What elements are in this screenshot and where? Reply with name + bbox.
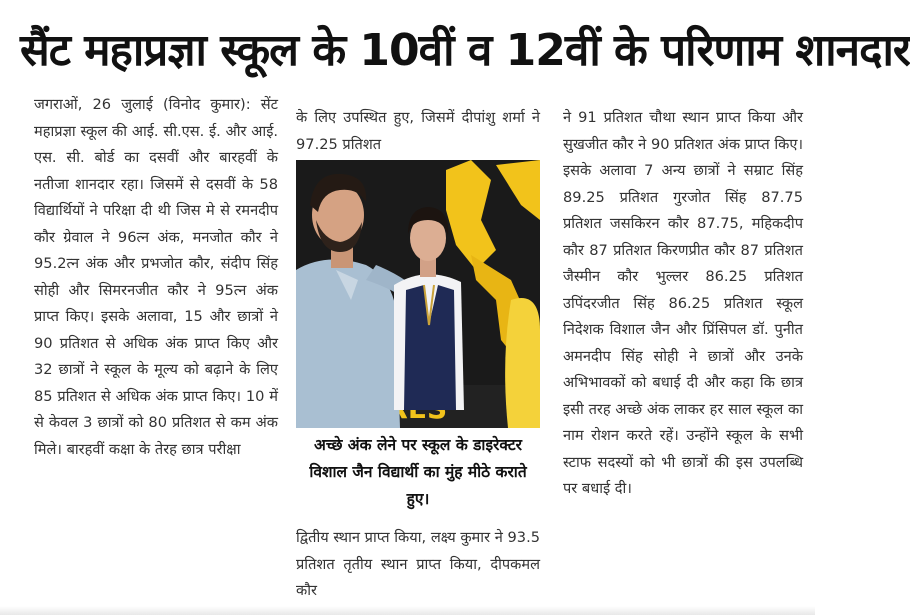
article-column-2-bottom: द्वितीय स्थान प्राप्त किया, लक्ष्य कुमार ने 93.5 प्रतिशत तृतीय स्थान प्राप्त किया, दीपकमल कौर [296,529,540,599]
article-column-1: जगराओं, 26 जुलाई (विनोद कुमार): सेंट महाप्रज्ञा स्कूल की आई. सी.एस. ई. और आई. एस. सी. बोर्ड का दसवीं और बारहवीं के नतीजा शानदार रहा। जिसमें से दसवीं के 58 विद्यार्थियों ने परिक्षा दी थी जिस मे से रमनदीप कौर ग्रेवाल ने 96त्न अंक, मनजोत कौर ने 95.2त्न अंक और प्रभजोत कौर, संदीप सिंह सोही और सिमरनजीत कौर ने 95त्न अंक प्राप्त किए। इसके अलावा, 15 और छात्रों ने 90 प्रतिशत से अधिक अंक प्राप्त किए और 32 छात्रों ने स्कूल के मूल्य को बढ़ाने के लिए 85 प्रतिशत से अधिक अंक प्राप्त किए। 10 में से केवल 3 छात्रों को 80 प्रतिशत से कम अंक मिले। बारहवीं कक्षा के तेरह छात्र परीक्षा [34,96,278,458]
page-bottom-edge [0,606,815,615]
article-photo [296,160,540,428]
photo-caption: अच्छे अंक लेने पर स्कूल के डाइरेक्टर विशाल जैन विद्यार्थी का मुंह मीठे कराते हुए। [309,436,527,508]
photo-illustration [296,160,540,428]
article-column-2-top: के लिए उपस्थित हुए, जिसमें दीपांशु शर्मा ने 97.25 प्रतिशत [296,109,540,153]
article-headline: सैंट महाप्रज्ञा स्कूल के 10वीं व 12वीं के परिणाम शानदार [20,25,910,76]
article-column-3: ने 91 प्रतिशत चौथा स्थान प्राप्त किया और सुखजीत कौर ने 90 प्रतिशत अंक प्राप्त किए। इसके अलावा 7 अन्य छात्रों ने सम्राट सिंह 89.25 प्रतिशत गुरजोत सिंह 87.75 प्रतिशत जसकिरन कौर 87.75, महिकदीप कौर 87 प्रतिशत किरणप्रीत कौर 87 प्रतिशत जैस्मीन कौर भुल्लर 86.25 प्रतिशत उपिंदरजीत सिंह 86.25 प्रतिशत स्कूल निदेशक विशाल जैन और प्रिंसिपल डॉ. पुनीत अमनदीप सिंह सोही ने छात्रों और उनके अभिभावकों को बधाई दी और कहा कि छात्र इसी तरह अच्छे अंक लाकर हर साल स्कूल का नाम रोशन करते रहें। उन्होंने स्कूल के सभी स्टाफ सदस्यों को भी छात्रों की इस उपलब्धि पर बधाई दी। [563,109,803,497]
